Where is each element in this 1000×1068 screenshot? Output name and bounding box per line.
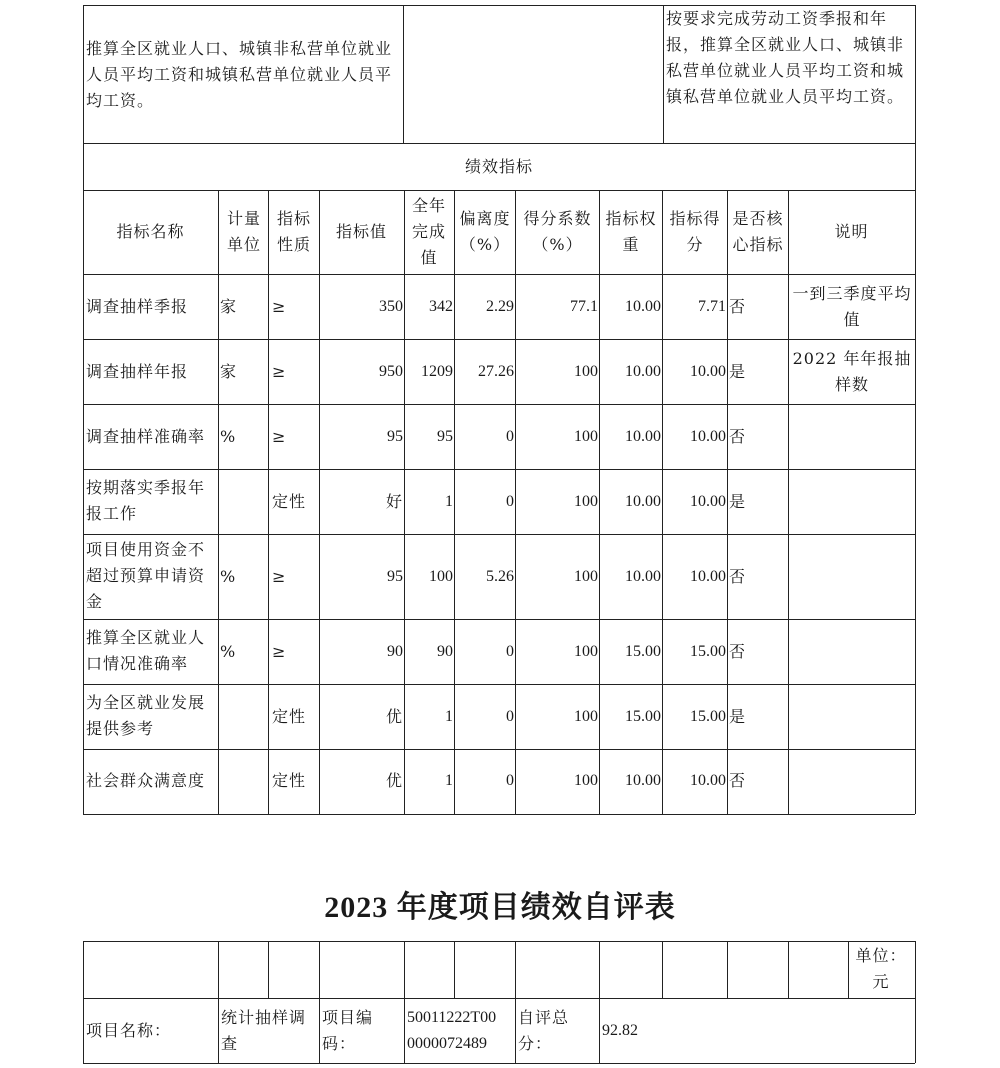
- header-core: 是否核心指标: [732, 209, 784, 254]
- section-label: 绩效指标: [464, 157, 533, 176]
- row-actual: 1209: [421, 363, 453, 380]
- row-name: 社会群众满意度: [86, 771, 206, 790]
- row-deviation: 2.29: [486, 298, 514, 315]
- header-actual: 全年完成值: [411, 196, 446, 267]
- row-name: 调查抽样季报: [86, 297, 189, 316]
- row-target: 95: [387, 428, 403, 445]
- row-actual: 95: [437, 428, 453, 445]
- header-name: 指标名称: [116, 222, 185, 241]
- row-nature: ≥: [272, 642, 287, 661]
- row-unit: %: [220, 567, 237, 586]
- row-core: 否: [729, 297, 747, 316]
- row-name: 调查抽样准确率: [86, 427, 206, 446]
- row-nature: ≥: [272, 362, 287, 381]
- row-weight: 10.00: [625, 772, 661, 789]
- row-coef: 100: [574, 568, 598, 585]
- project-code-value: 50011222T000000072489: [407, 1009, 497, 1052]
- row-weight: 10.00: [625, 493, 661, 510]
- header-weight: 指标权重: [605, 209, 657, 254]
- row-target: 350: [379, 298, 403, 315]
- row-target: 90: [387, 643, 403, 660]
- row-core: 是: [729, 362, 747, 381]
- row-deviation: 5.26: [486, 568, 514, 585]
- row-weight: 10.00: [625, 428, 661, 445]
- self-score-label: 自评总分：: [518, 1008, 570, 1053]
- row-weight: 10.00: [625, 298, 661, 315]
- row-unit: 家: [220, 297, 238, 316]
- row-deviation: 0: [506, 428, 514, 445]
- header-nature: 指标性质: [276, 209, 311, 254]
- row-target: 优: [385, 707, 403, 726]
- row-actual: 100: [429, 568, 453, 585]
- row-name: 调查抽样年报: [86, 362, 189, 381]
- row-coef: 100: [574, 493, 598, 510]
- goal-text-right: 按要求完成劳动工资季报和年报，推算全区就业人口、城镇非私营单位就业人员平均工资和城镇私营单位就业人员平均工资。: [666, 9, 905, 106]
- row-note: 2022 年年报抽样数: [792, 349, 912, 394]
- row-score: 10.00: [690, 428, 726, 445]
- header-unit: 计量单位: [226, 209, 261, 254]
- row-name: 推算全区就业人口情况准确率: [86, 628, 206, 673]
- row-unit: 家: [220, 362, 238, 381]
- row-deviation: 27.26: [478, 363, 514, 380]
- row-nature: 定性: [272, 492, 307, 511]
- row-coef: 100: [574, 428, 598, 445]
- row-deviation: 0: [506, 772, 514, 789]
- row-nature: ≥: [272, 297, 287, 316]
- page-title: 2023 年度项目绩效自评表: [324, 891, 676, 924]
- row-core: 是: [729, 492, 747, 511]
- row-unit: %: [220, 642, 237, 661]
- row-score: 15.00: [690, 708, 726, 725]
- row-target: 95: [387, 568, 403, 585]
- row-weight: 15.00: [625, 708, 661, 725]
- row-core: 否: [729, 771, 747, 790]
- row-nature: 定性: [272, 771, 307, 790]
- row-deviation: 0: [506, 493, 514, 510]
- row-actual: 1: [445, 708, 453, 725]
- row-actual: 342: [429, 298, 453, 315]
- row-score: 10.00: [690, 363, 726, 380]
- header-coef: 得分系数（%）: [523, 209, 592, 254]
- row-weight: 10.00: [625, 363, 661, 380]
- row-target: 950: [379, 363, 403, 380]
- row-name: 项目使用资金不超过预算申请资金: [86, 540, 206, 611]
- row-nature: ≥: [272, 567, 287, 586]
- project-name-label: 项目名称：: [86, 1021, 172, 1040]
- row-actual: 1: [445, 772, 453, 789]
- row-actual: 90: [437, 643, 453, 660]
- row-note: 一到三季度平均值: [792, 284, 912, 329]
- row-name: 按期落实季报年报工作: [86, 478, 206, 523]
- row-score: 15.00: [690, 643, 726, 660]
- header-score: 指标得分: [669, 209, 721, 254]
- row-deviation: 0: [506, 643, 514, 660]
- row-coef: 77.1: [570, 298, 598, 315]
- row-nature: ≥: [272, 427, 287, 446]
- row-weight: 10.00: [625, 568, 661, 585]
- row-nature: 定性: [272, 707, 307, 726]
- row-target: 好: [385, 492, 403, 511]
- row-core: 否: [729, 427, 747, 446]
- row-deviation: 0: [506, 708, 514, 725]
- row-score: 7.71: [698, 298, 726, 315]
- row-weight: 15.00: [625, 643, 661, 660]
- row-actual: 1: [445, 493, 453, 510]
- header-deviation: 偏离度（%）: [459, 209, 511, 254]
- row-coef: 100: [574, 708, 598, 725]
- row-unit: %: [220, 427, 237, 446]
- row-score: 10.00: [690, 568, 726, 585]
- unit-label: 单位：元: [855, 946, 907, 991]
- row-coef: 100: [574, 643, 598, 660]
- row-core: 否: [729, 642, 747, 661]
- goal-text-left: 推算全区就业人口、城镇非私营单位就业人员平均工资和城镇私营单位就业人员平均工资。: [86, 39, 393, 110]
- row-coef: 100: [574, 363, 598, 380]
- row-target: 优: [385, 771, 403, 790]
- row-core: 是: [729, 707, 747, 726]
- row-score: 10.00: [690, 772, 726, 789]
- row-core: 否: [729, 567, 747, 586]
- row-score: 10.00: [690, 493, 726, 510]
- header-note: 说明: [834, 222, 869, 241]
- row-coef: 100: [574, 772, 598, 789]
- row-name: 为全区就业发展提供参考: [86, 693, 206, 738]
- project-name-value: 统计抽样调查: [221, 1008, 307, 1053]
- project-code-label: 项目编码：: [322, 1008, 374, 1053]
- header-target: 指标值: [335, 222, 387, 241]
- self-score-value: 92.82: [602, 1022, 638, 1039]
